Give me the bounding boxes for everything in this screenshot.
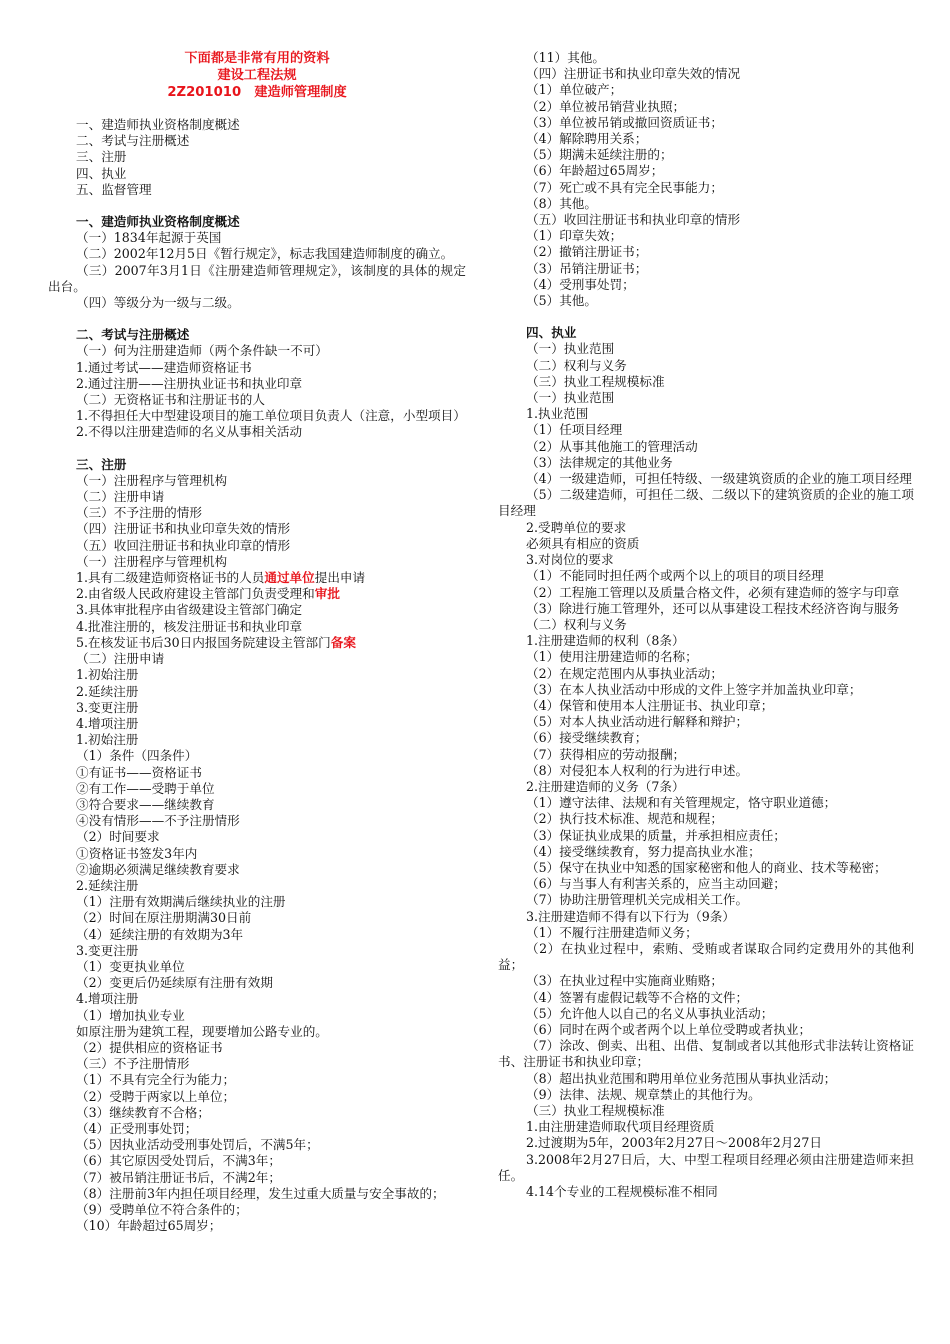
paragraph: （3）除进行施工管理外，还可以从事建设工程技术经济咨询与服务 [526,600,900,616]
text-line: （10）年龄超过65周岁； [76,1218,222,1234]
text-line: 二、考试与注册概述 [76,133,190,149]
text-line: 四、执业 [76,165,127,181]
text-line: 2.过渡期为5年，2003年2月27日～2008年2月27日 [526,1135,822,1151]
paragraph: （7）涂改、倒卖、出租、出借、复制或者以其他形式非法转让资格证书、注册证书和执业印章； [498,1038,914,1070]
text-line: ①有证书——资格证书 [76,764,202,780]
text-line: （1）使用注册建造师的名称； [526,649,698,665]
text-line: （三）执业工程规模标准 [526,1103,665,1118]
text-line: （三）不予注册的情形 [76,505,202,521]
text-line: 1.初始注册 [76,732,139,748]
paragraph: （2）在执业过程中，索贿、受贿或者谋取合同约定费用外的其他利益； [498,940,914,973]
text-line: （二）权利与义务 [526,616,627,632]
section-heading: 二、考试与注册概述 [76,327,190,343]
text-line: ③符合要求——继续教育 [76,796,215,812]
text-line: （3）单位被吊销或撤回资质证书； [526,114,723,130]
text-line: （2）在规定范围内从事执业活动； [526,665,723,681]
header-line-1: 下面都是非常有用的资料 [184,51,330,66]
text-line: （8）其他。 [526,195,597,211]
text-line [48,635,466,651]
right-column [498,50,914,1200]
text-line: （一）1834年起源于英国 [76,230,222,246]
text-line: （1）不履行注册建造师义务； [526,924,698,940]
paragraph: （5）二级建造师，可担任二级、二级以下的建筑资质的企业的施工项目经理 [498,487,914,519]
text-line: （8）对侵犯本人权利的行为进行申述。 [526,762,749,778]
text-line: （4）正受刑事处罚； [76,1120,198,1136]
right-body [498,50,914,1200]
text-line: （2）从事其他施工的管理活动 [526,438,698,454]
text-line: 3.对岗位的要求 [526,552,614,568]
text-line: （5）允许他人以自己的名义从事执业活动； [526,1005,774,1021]
text-line: （一）执业范围 [526,341,615,357]
text-line: 2.延续注册 [76,877,139,893]
line-text: 2.由省级人民政府建设主管部门负责受理和 [76,586,315,602]
highlighted-text: 备案 [330,634,356,650]
text-line: （6）接受继续教育； [526,730,648,746]
text-line: （四）注册证书和执业印章失效的情况 [526,66,741,82]
text-line: （二）权利与义务 [526,357,627,373]
section-heading: 一、建造师执业资格制度概述 [76,214,240,230]
text-line: （2）时间在原注册期满30日前 [76,910,252,926]
header-line-2: 建设工程法规 [217,68,297,83]
document-header [48,50,466,101]
text-line: 如原注册为建筑工程，现要增加公路专业的。 [76,1023,328,1039]
text-line: （8）超出执业范围和聘用单位业务范围从事执业活动； [526,1070,837,1086]
text-line: （一）注册程序与管理机构 [76,472,228,488]
text-line: 五、监督管理 [76,181,152,197]
blank-line [48,198,466,214]
paragraph: （5）保守在执业中知悉的国家秘密和他人的商业、技术等秘密； [526,859,887,875]
text-line: （2）受聘于两家以上单位； [76,1088,236,1104]
text-line: （2）时间要求 [76,829,160,845]
text-line: （1）不具有完全行为能力； [76,1072,236,1088]
paragraph: （二）2002年12月5日《暂行规定》，标志我国建造师制度的确立。 [76,246,454,262]
text-line: 1.通过考试——建造师资格证书 [76,359,252,375]
text-line: 一、建造师执业资格制度概述 [76,117,240,132]
text-line: 2.不得以注册建造师的名义从事相关活动 [76,424,303,440]
text-line: （四）注册证书和执业印章失效的情形 [76,521,291,537]
text-line: （7）被吊销注册证书后，不满2年； [76,1169,281,1185]
text-line: （6）年龄超过65周岁； [526,163,664,179]
blank-line [48,101,466,117]
text-line: （二）注册申请 [76,489,165,505]
text-line: （3）吊销注册证书； [526,260,648,276]
text-line: （一）注册程序与管理机构 [76,553,228,569]
section-heading: 三、注册 [76,456,127,472]
text-line: 三、注册 [76,149,127,165]
blank-line [48,441,466,457]
text-line: （4）接受继续教育，努力提高执业水准； [526,843,761,859]
text-line: （7）获得相应的劳动报酬； [526,746,686,762]
text-line: （二）注册申请 [76,651,165,667]
text-line: 3.变更注册 [76,942,139,958]
highlighted-text: 通过单位 [264,570,315,586]
text-line: （1）变更执业单位 [76,958,185,974]
section-heading: 四、执业 [526,325,577,341]
text-line: （2）变更后仍延续原有注册有效期 [76,975,273,991]
blank-line [48,311,466,327]
text-line: 2.延续注册 [76,683,139,699]
text-line: （7）死亡或不具有完全民事能力； [526,179,723,195]
text-line: （3）在本人执业活动中形成的文件上签字并加盖执业印章； [526,681,862,697]
paragraph: （2）工程施工管理以及质量合格文件，必须有建造师的签字与印章 [526,584,900,600]
text-line: （9）法律、法规、规章禁止的其他行为。 [526,1086,761,1102]
text-line: （五）收回注册证书和执业印章的情形 [526,212,741,228]
paragraph: 3.2008年2月27日后，大、中型工程项目经理必须由注册建造师来担任。 [498,1151,914,1183]
text-line: 1.执业范围 [526,406,589,422]
line-text-tail: 提出申请 [314,570,366,586]
paragraph: （4）一级建造师，可担任特级、一级建筑资质的企业的施工项目经理 [526,471,912,487]
text-line: （2）单位被吊销营业执照； [526,98,686,114]
text-line: ②有工作——受聘于单位 [76,780,215,796]
text-line: （1）增加执业专业 [76,1007,185,1023]
line-text: 1.具有二级建造师资格证书的人员 [76,570,265,586]
text-line: （5）其他。 [526,293,597,309]
text-line: （二）无资格证书和注册证书的人 [76,392,265,408]
text-line: （1）单位破产； [526,82,623,98]
text-line: （一）何为注册建造师（两个条件缺一不可） [76,343,328,359]
text-line: 1.由注册建造师取代项目经理资质 [526,1119,715,1135]
text-line: （4）受刑事处罚； [526,276,635,292]
text-line: （4）签署有虚假记载等不合格的文件； [526,989,749,1005]
text-line: （1）任项目经理 [526,422,623,438]
text-line: （1）印章失效； [526,228,623,244]
text-line: 4.14个专业的工程规模标准不相同 [526,1184,718,1200]
text-line [48,586,466,602]
left-column [48,50,466,1234]
text-line: 3.变更注册 [76,699,139,715]
text-line: 2.通过注册——注册执业证书和执业印章 [76,375,303,391]
text-line: 1.初始注册 [76,667,139,683]
text-line: 必须具有相应的资质 [526,535,640,551]
text-line: ②逾期必须满足继续教育要求 [76,861,240,877]
text-line: （1）注册有效期满后继续执业的注册 [76,894,286,910]
text-line: （3）继续教育不合格； [76,1104,210,1120]
text-line: （3）保证执业成果的质量，并承担相应责任； [526,827,786,843]
text-line: （2）执行技术标准、规范和规程； [526,811,723,827]
text-line: （四）等级分为一级与二级。 [76,295,240,311]
line-text: 5.在核发证书后30日内报国务院建设主管部门 [76,634,331,650]
text-line: （五）收回注册证书和执业印章的情形 [76,537,291,553]
text-line: 1.注册建造师的权利（8条） [526,633,685,649]
text-line: （4）延续注册的有效期为3年 [76,926,244,942]
text-line: （2）提供相应的资格证书 [76,1039,223,1055]
text-line: （1）条件（四条件） [76,748,198,764]
text-line: 4.批准注册的，核发注册证书和执业印章 [76,618,303,634]
text-line: 2.注册建造师的义务（7条） [526,778,685,794]
paragraph: 1.不得担任大中型建设项目的施工单位项目负责人（注意，小型项目） [76,408,466,424]
text-line: 2.受聘单位的要求 [526,519,627,535]
text-line: （三）执业工程规模标准 [526,373,665,389]
text-line: ①资格证书签发3年内 [76,845,198,861]
text-line: （6）其它原因受处罚后，不满3年； [76,1153,281,1169]
left-body [48,101,466,1234]
text-line: 4.增项注册 [76,991,139,1007]
text-line: （1）遵守法律、法规和有关管理规定，恪守职业道德； [526,795,837,811]
paragraph: （三）2007年3月1日《注册建造师管理规定》，该制度的具体的规定出台。 [48,262,466,294]
text-line: （9）受聘单位不符合条件的； [76,1202,248,1217]
paragraph: （8）注册前3年内担任项目经理，发生过重大质量与安全事故的； [76,1185,445,1201]
text-line: 3.注册建造师不得有以下行为（9条） [526,908,735,924]
text-line: （7）协助注册管理机关完成相关工作。 [526,892,749,908]
text-line: （3）在执业过程中实施商业贿赂； [526,973,723,989]
text-line [48,570,466,586]
text-line: （6）与当事人有利害关系的，应当主动回避； [526,876,786,892]
text-line: （5）对本人执业活动进行解释和辩护； [526,714,749,730]
text-line: （3）法律规定的其他业务 [526,454,673,470]
text-line: 3.具体审批程序由省级建设主管部门确定 [76,602,303,618]
text-line: （2）撤销注册证书； [526,244,648,260]
text-line: （4）保管和使用本人注册证书、执业印章； [526,697,774,713]
text-line: （三）不予注册情形 [76,1056,190,1072]
text-line: （一）执业范围 [526,390,615,406]
text-line: 4.增项注册 [76,715,139,731]
highlighted-text: 审批 [314,586,340,602]
text-line: （5）期满未延续注册的； [526,147,673,163]
blank-line [498,309,914,325]
text-line: ④没有情形——不予注册情形 [76,813,240,829]
text-line: （1）不能同时担任两个或两个以上的项目的项目经理 [526,568,824,584]
text-line: （11）其他。 [526,50,605,65]
header-line-3: 2Z201010 建造师管理制度 [167,85,347,100]
text-line: （6）同时在两个或者两个以上单位受聘或者执业； [526,1021,812,1037]
text-line: （4）解除聘用关系； [526,131,648,147]
text-line: （5）因执业活动受刑事处罚后，不满5年； [76,1137,319,1153]
